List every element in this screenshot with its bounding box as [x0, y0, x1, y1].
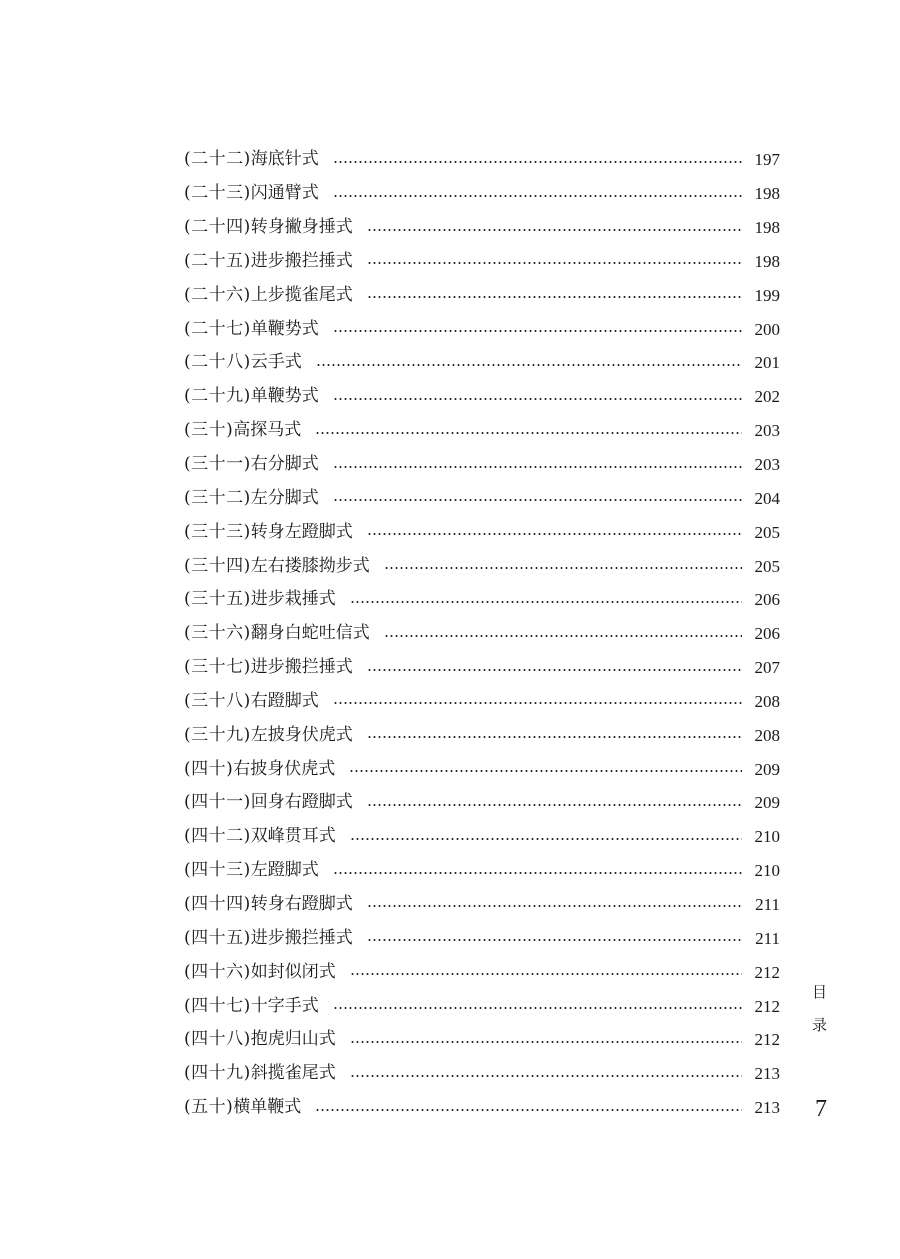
dot-leader: [367, 736, 742, 738]
toc-entry-page: 212: [754, 996, 780, 1016]
dot-leader: [333, 702, 742, 704]
toc-entry-title: 上步揽雀尾式: [250, 284, 353, 305]
toc-entry-page: 204: [754, 488, 780, 508]
toc-entry-number: (三十): [184, 420, 234, 441]
toc-entry-title: 右分脚式: [250, 454, 319, 475]
toc-entry-title: 转身右蹬脚式: [250, 893, 353, 914]
toc-entry-number: (二十九): [184, 386, 251, 407]
toc-entry-title: 左蹬脚式: [250, 860, 319, 881]
dot-leader: [350, 838, 742, 840]
toc-entry-title: 高探马式: [233, 420, 302, 441]
dot-leader: [333, 398, 742, 400]
toc-entry-number: (二十八): [184, 352, 251, 373]
toc-entry-title: 进步搬拦捶式: [250, 927, 353, 948]
toc-entry[interactable]: [184, 888, 780, 922]
toc-entry[interactable]: [184, 955, 780, 989]
toc-entry-number: (四十三): [184, 860, 251, 881]
toc-entry[interactable]: [184, 245, 780, 279]
toc-entry[interactable]: [184, 549, 780, 583]
dot-leader: [333, 1007, 742, 1009]
toc-entry[interactable]: [184, 718, 780, 752]
toc-entry-number: (三十九): [184, 724, 251, 745]
toc-entry[interactable]: [184, 820, 780, 854]
dot-leader: [350, 973, 742, 975]
toc-entry-number: (四十五): [184, 927, 251, 948]
toc-entry[interactable]: [184, 685, 780, 719]
dot-leader: [315, 432, 742, 434]
toc-entry-number: (四十八): [184, 1029, 251, 1050]
toc-entry-number: (三十四): [184, 555, 251, 576]
dot-leader: [333, 466, 742, 468]
toc-entry[interactable]: [184, 1057, 780, 1091]
toc-entry-title: 斜揽雀尾式: [250, 1063, 336, 1084]
toc-entry-number: (四十六): [184, 961, 251, 982]
toc-entry[interactable]: [184, 752, 780, 786]
dot-leader: [333, 872, 742, 874]
toc-entry-number: (四十九): [184, 1063, 251, 1084]
toc-entry-title: 十字手式: [250, 995, 319, 1016]
toc-entry-title: 进步栽捶式: [250, 589, 336, 610]
toc-entry-page: 211: [755, 894, 780, 914]
toc-entry-title: 海底针式: [250, 149, 319, 170]
dot-leader: [367, 939, 742, 941]
toc-entry-number: (二十二): [184, 149, 251, 170]
toc-entry-number: (三十八): [184, 690, 251, 711]
toc-entry-page: 203: [754, 455, 780, 475]
toc-entry-page: 213: [754, 1064, 780, 1084]
toc-entry-number: (四十七): [184, 995, 251, 1016]
toc-entry-number: (四十二): [184, 826, 251, 847]
toc-entry-number: (二十五): [184, 250, 251, 271]
toc-entry-page: 210: [754, 827, 780, 847]
toc-entry[interactable]: [184, 921, 780, 955]
dot-leader: [350, 601, 742, 603]
dot-leader: [367, 296, 742, 298]
dot-leader: [384, 635, 742, 637]
section-label: [812, 985, 827, 1033]
toc-entry-title: 转身撇身捶式: [250, 217, 353, 238]
toc-entry[interactable]: [184, 854, 780, 888]
toc-entry-title: 进步搬拦捶式: [250, 250, 353, 271]
toc-entry[interactable]: [184, 346, 780, 380]
toc-entry-page: 197: [754, 150, 780, 170]
section-label-char: 目: [812, 983, 828, 1001]
dot-leader: [315, 1109, 742, 1111]
page-number: 7: [815, 1096, 827, 1122]
toc-entry-number: (二十三): [184, 183, 251, 204]
dot-leader: [367, 905, 742, 907]
toc-entry-title: 进步搬拦捶式: [250, 657, 353, 678]
toc-entry-title: 横单鞭式: [233, 1097, 302, 1118]
toc-entry-page: 211: [755, 928, 780, 948]
dot-leader: [367, 229, 742, 231]
toc-entry-number: (二十六): [184, 284, 251, 305]
toc-entry[interactable]: [184, 177, 780, 211]
toc-entry-page: 208: [754, 691, 780, 711]
toc-entry-title: 单鞭势式: [250, 318, 319, 339]
toc-entry-title: 双峰贯耳式: [250, 826, 336, 847]
toc-entry-page: 198: [754, 251, 780, 271]
toc-entry-page: 201: [754, 353, 780, 373]
toc-entry[interactable]: [184, 989, 780, 1023]
toc-entry-title: 单鞭势式: [250, 386, 319, 407]
toc-entry[interactable]: [184, 278, 780, 312]
toc-entry-number: (三十三): [184, 521, 251, 542]
toc-entry-title: 左披身伏虎式: [250, 724, 353, 745]
toc-entry-number: (三十七): [184, 657, 251, 678]
toc-entry[interactable]: [184, 414, 780, 448]
toc-entry-number: (四十四): [184, 893, 251, 914]
toc-entry[interactable]: [184, 617, 780, 651]
toc-entry-title: 如封似闭式: [250, 961, 336, 982]
dot-leader: [349, 770, 742, 772]
dot-leader: [367, 533, 742, 535]
toc-entry-number: (五十): [184, 1097, 234, 1118]
toc-entry-number: (四十一): [184, 792, 251, 813]
toc-entry-title: 抱虎归山式: [250, 1029, 336, 1050]
toc-entry-number: (三十五): [184, 589, 251, 610]
toc-entry-number: (三十一): [184, 454, 251, 475]
toc-entry[interactable]: [184, 448, 780, 482]
toc-entry[interactable]: [184, 312, 780, 346]
toc-entry-page: 210: [754, 861, 780, 881]
toc-entry-page: 208: [754, 725, 780, 745]
toc-entry-number: (三十二): [184, 487, 251, 508]
toc-entry-page: 198: [754, 184, 780, 204]
toc-entry[interactable]: [184, 1091, 780, 1125]
toc-entry-page: 213: [754, 1098, 780, 1118]
toc-entry[interactable]: [184, 651, 780, 685]
toc-entry[interactable]: [184, 143, 780, 177]
toc-entry-page: 205: [754, 522, 780, 542]
dot-leader: [367, 804, 742, 806]
toc-entry[interactable]: [184, 515, 780, 549]
dot-leader: [333, 161, 742, 163]
toc-entry-title: 左右搂膝拗步式: [250, 555, 370, 576]
toc-entry[interactable]: [184, 786, 780, 820]
toc-entry-page: 203: [754, 421, 780, 441]
toc-entry-title: 转身左蹬脚式: [250, 521, 353, 542]
section-label-char: 录: [812, 1016, 828, 1034]
toc-entry-title: 闪通臂式: [250, 183, 319, 204]
dot-leader: [367, 262, 742, 264]
toc-entry-page: 207: [754, 658, 780, 678]
toc-entry-title: 云手式: [250, 352, 302, 373]
toc-entry-title: 左分脚式: [250, 487, 319, 508]
dot-leader: [367, 669, 742, 671]
toc-entry[interactable]: [184, 211, 780, 245]
toc-entry[interactable]: [184, 481, 780, 515]
dot-leader: [333, 195, 742, 197]
toc-entry[interactable]: [184, 583, 780, 617]
toc-entry-page: 206: [754, 590, 780, 610]
toc-entry-title: 右蹬脚式: [250, 690, 319, 711]
toc-entry-number: (三十六): [184, 623, 251, 644]
toc-entry[interactable]: [184, 380, 780, 414]
toc-entry-title: 翻身白蛇吐信式: [250, 623, 370, 644]
toc-entry-page: 199: [754, 285, 780, 305]
table-of-contents: [184, 143, 780, 1124]
toc-entry[interactable]: [184, 1023, 780, 1057]
toc-entry-page: 209: [754, 759, 780, 779]
dot-leader: [316, 364, 742, 366]
toc-entry-page: 212: [754, 1030, 780, 1050]
toc-entry-title: 右披身伏虎式: [233, 758, 336, 779]
dot-leader: [384, 567, 742, 569]
toc-entry-page: 200: [754, 319, 780, 339]
toc-entry-number: (二十七): [184, 318, 251, 339]
dot-leader: [333, 499, 742, 501]
toc-entry-page: 209: [754, 793, 780, 813]
toc-entry-page: 206: [754, 624, 780, 644]
dot-leader: [350, 1041, 742, 1043]
toc-entry-page: 202: [754, 387, 780, 407]
dot-leader: [333, 330, 742, 332]
toc-entry-number: (四十): [184, 758, 234, 779]
toc-entry-page: 205: [754, 556, 780, 576]
dot-leader: [350, 1075, 742, 1077]
toc-entry-page: 198: [754, 218, 780, 238]
toc-entry-number: (二十四): [184, 217, 251, 238]
toc-entry-title: 回身右蹬脚式: [250, 792, 353, 813]
toc-entry-page: 212: [754, 962, 780, 982]
